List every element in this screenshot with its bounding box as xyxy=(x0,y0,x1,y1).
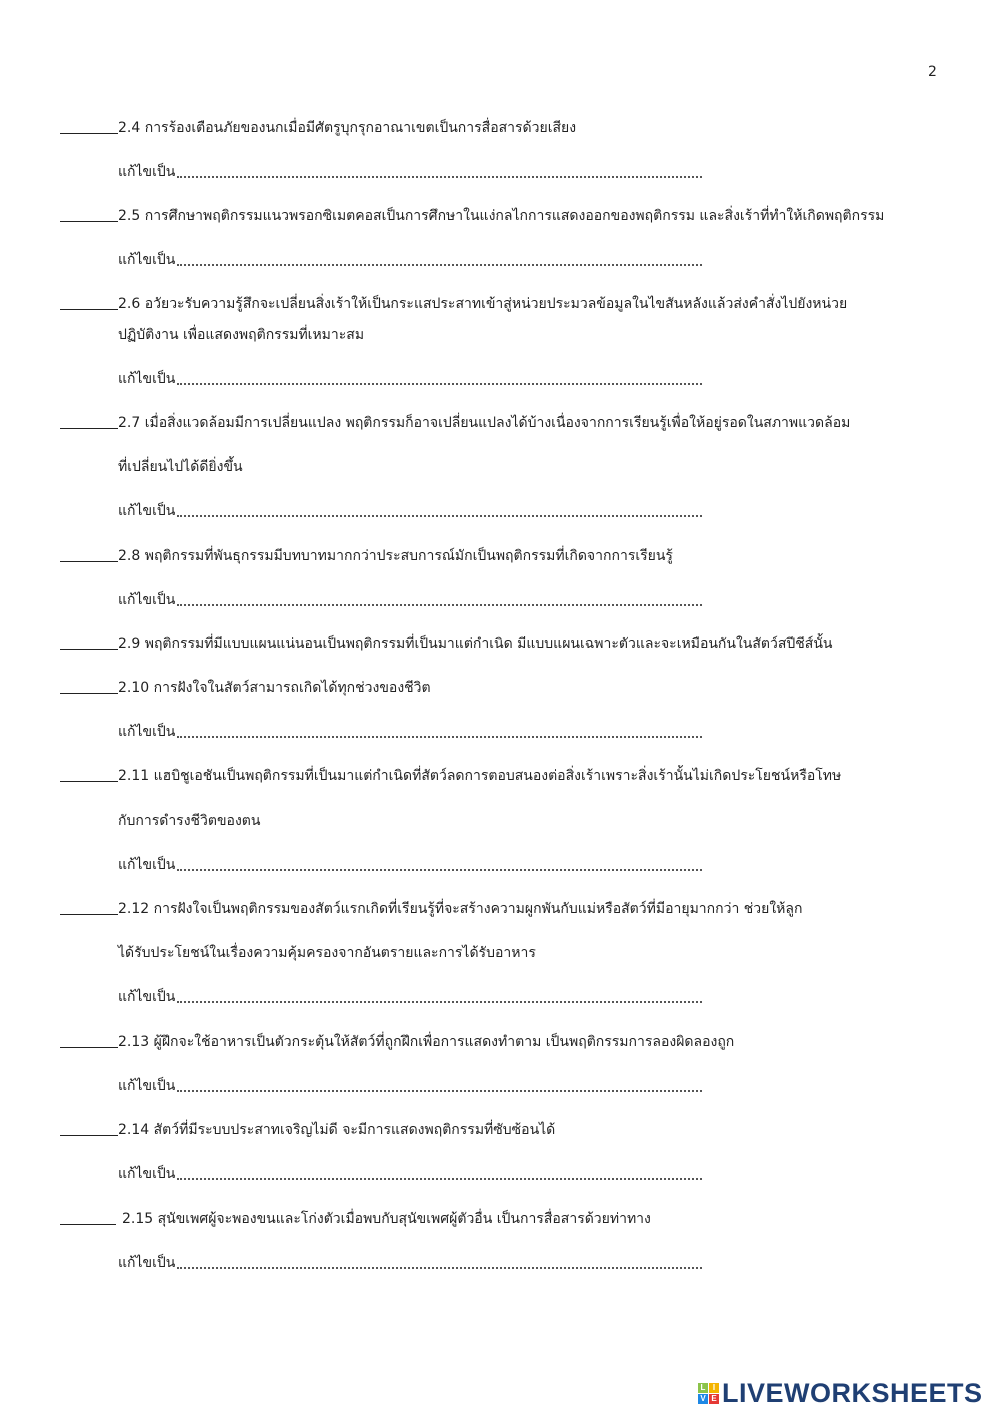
question-line: การฝังใจในสัตว์สามารถเกิดได้ทุกช่วงของชีวิต xyxy=(153,680,431,696)
answer-blank[interactable] xyxy=(60,1120,118,1136)
question-number: 2.10 xyxy=(118,680,150,696)
question-item xyxy=(60,1209,651,1229)
question-text xyxy=(118,634,833,654)
correction-field[interactable] xyxy=(118,162,702,182)
correction-input-line[interactable] xyxy=(177,1253,702,1269)
question-line: อวัยวะรับความรู้สึกจะเปลี่ยนสิ่งเร้าให้เป็นกระแสประสาทเข้าสู่หน่วยประมวลข้อมูลในไขสันหลังแล้วส่งคำสั่งไปยังหน่วย xyxy=(144,296,848,312)
answer-blank[interactable] xyxy=(60,678,118,694)
question-text xyxy=(118,118,576,138)
page-number: 2 xyxy=(928,64,937,80)
correction-field[interactable] xyxy=(118,501,702,521)
answer-blank[interactable] xyxy=(60,634,118,650)
correction-field[interactable] xyxy=(118,590,702,610)
question-item xyxy=(60,899,802,919)
correction-input-line[interactable] xyxy=(177,162,702,178)
question-text xyxy=(118,294,847,314)
logo-tiles-icon xyxy=(698,1383,719,1404)
logo-text: LIVEWORKSHEETS xyxy=(722,1378,983,1408)
correction-field[interactable] xyxy=(118,722,702,742)
correction-input-line[interactable] xyxy=(177,501,702,517)
correction-input-line[interactable] xyxy=(177,369,702,385)
question-line: พฤติกรรมที่มีแบบแผนแน่นอนเป็นพฤติกรรมที่เป็นมาแต่กำเนิด มีแบบแผนเฉพาะตัวและจะเหมือนกันในสัตว์สปีชีส์นั้น xyxy=(144,636,833,652)
question-number: 2.7 xyxy=(118,415,141,431)
question-number: 2.4 xyxy=(118,120,141,136)
correction-label: แก้ไขเป็น xyxy=(118,503,176,519)
question-number: 2.6 xyxy=(118,296,141,312)
correction-label: แก้ไขเป็น xyxy=(118,164,176,180)
correction-field[interactable] xyxy=(118,1164,702,1184)
correction-field[interactable] xyxy=(118,987,702,1007)
question-text xyxy=(122,1209,651,1229)
logo-tile: I xyxy=(709,1383,719,1393)
correction-label: แก้ไขเป็น xyxy=(118,989,176,1005)
question-line: สุนัขเพศผู้จะพองขนและโก่งตัวเมื่อพบกับสุนัขเพศผู้ตัวอื่น เป็นการสื่อสารด้วยท่าทาง xyxy=(157,1211,651,1227)
question-line: ผู้ฝึกจะใช้อาหารเป็นตัวกระตุ้นให้สัตว์ที่ถูกฝึกเพื่อการแสดงทำตาม เป็นพฤติกรรมการลองผิดลองถูก xyxy=(153,1034,735,1050)
correction-input-line[interactable] xyxy=(177,987,702,1003)
question-number: 2.13 xyxy=(118,1034,150,1050)
question-item xyxy=(60,118,576,138)
question-item xyxy=(60,294,847,314)
question-item xyxy=(60,634,833,654)
answer-blank[interactable] xyxy=(60,294,118,310)
correction-label: แก้ไขเป็น xyxy=(118,252,176,268)
question-text xyxy=(118,678,431,698)
logo-tile: V xyxy=(698,1394,708,1404)
correction-label: แก้ไขเป็น xyxy=(118,371,176,387)
question-line: เมื่อสิ่งแวดล้อมมีการเปลี่ยนแปลง พฤติกรรมก็อาจเปลี่ยนแปลงได้บ้างเนื่องจากการเรียนรู้เพื่อให้อยู่รอดในสภาพแวดล้อม xyxy=(144,415,851,431)
question-item xyxy=(60,546,673,566)
correction-input-line[interactable] xyxy=(177,722,702,738)
answer-blank[interactable] xyxy=(60,118,118,134)
correction-label: แก้ไขเป็น xyxy=(118,1166,176,1182)
question-line: พฤติกรรมที่พันธุกรรมมีบทบาทมากกว่าประสบการณ์มักเป็นพฤติกรรมที่เกิดจากการเรียนรู้ xyxy=(144,548,673,564)
question-line: สัตว์ที่มีระบบประสาทเจริญไม่ดี จะมีการแสดงพฤติกรรมที่ซับซ้อนได้ xyxy=(153,1122,556,1138)
question-text xyxy=(118,766,841,786)
logo-tile: L xyxy=(698,1383,708,1393)
answer-blank[interactable] xyxy=(60,413,118,429)
question-line: ปฏิบัติงาน เพื่อแสดงพฤติกรรมที่เหมาะสม xyxy=(118,327,365,343)
correction-label: แก้ไขเป็น xyxy=(118,724,176,740)
question-text xyxy=(118,413,850,433)
question-number: 2.9 xyxy=(118,636,141,652)
correction-field[interactable] xyxy=(118,369,702,389)
correction-field[interactable] xyxy=(118,250,702,270)
question-line: กับการดำรงชีวิตของตน xyxy=(118,813,261,829)
correction-label: แก้ไขเป็น xyxy=(118,592,176,608)
question-line: การฝังใจเป็นพฤติกรรมของสัตว์แรกเกิดที่เรียนรู้ที่จะสร้างความผูกพันกับแม่หรือสัตว์ที่มีอายุมากกว่า ช่วยให้ลูก xyxy=(153,901,803,917)
question-text xyxy=(118,546,673,566)
answer-blank[interactable] xyxy=(60,766,118,782)
question-number: 2.12 xyxy=(118,901,150,917)
correction-label: แก้ไขเป็น xyxy=(118,857,176,873)
correction-input-line[interactable] xyxy=(177,590,702,606)
correction-input-line[interactable] xyxy=(177,1076,702,1092)
question-item xyxy=(60,766,841,786)
answer-blank[interactable] xyxy=(60,546,118,562)
question-number: 2.14 xyxy=(118,1122,150,1138)
question-line: การศึกษาพฤติกรรมแนวพรอกซิเมตคอสเป็นการศึกษาในแง่กลไกการแสดงออกของพฤติกรรม และสิ่งเร้าที่ทำให้เกิดพฤติกรรม xyxy=(144,208,885,224)
question-text xyxy=(118,206,884,226)
question-number: 2.15 xyxy=(122,1211,154,1227)
correction-field[interactable] xyxy=(118,855,702,875)
question-line: แฮบิชูเอชันเป็นพฤติกรรมที่เป็นมาแต่กำเนิดที่สัตว์ลดการตอบสนองต่อสิ่งเร้าเพราะสิ่งเร้านั้นไม่เกิดประโยชน์หรือโทษ xyxy=(153,768,842,784)
question-text xyxy=(118,1032,734,1052)
question-number: 2.8 xyxy=(118,548,141,564)
answer-blank[interactable] xyxy=(60,1209,116,1225)
question-text xyxy=(118,899,802,919)
question-line: ได้รับประโยชน์ในเรื่องความคุ้มครองจากอันตรายและการได้รับอาหาร xyxy=(118,945,536,961)
correction-field[interactable] xyxy=(118,1076,702,1096)
answer-blank[interactable] xyxy=(60,899,118,915)
correction-label: แก้ไขเป็น xyxy=(118,1255,176,1271)
question-number: 2.11 xyxy=(118,768,150,784)
question-number: 2.5 xyxy=(118,208,141,224)
question-line: การร้องเตือนภัยของนกเมื่อมีศัตรูบุกรุกอาณาเขตเป็นการสื่อสารด้วยเสียง xyxy=(144,120,577,136)
correction-input-line[interactable] xyxy=(177,855,702,871)
question-item xyxy=(60,1032,734,1052)
question-item xyxy=(60,678,431,698)
logo-tile: E xyxy=(709,1394,719,1404)
question-line: ที่เปลี่ยนไปได้ดียิ่งขึ้น xyxy=(118,459,243,475)
question-item xyxy=(60,206,884,226)
answer-blank[interactable] xyxy=(60,206,118,222)
correction-input-line[interactable] xyxy=(177,1164,702,1180)
correction-label: แก้ไขเป็น xyxy=(118,1078,176,1094)
question-text xyxy=(118,1120,555,1140)
answer-blank[interactable] xyxy=(60,1032,118,1048)
question-item xyxy=(60,413,850,433)
correction-input-line[interactable] xyxy=(177,250,702,266)
liveworksheets-logo xyxy=(698,1378,983,1409)
question-item xyxy=(60,1120,555,1140)
correction-field[interactable] xyxy=(118,1253,702,1273)
